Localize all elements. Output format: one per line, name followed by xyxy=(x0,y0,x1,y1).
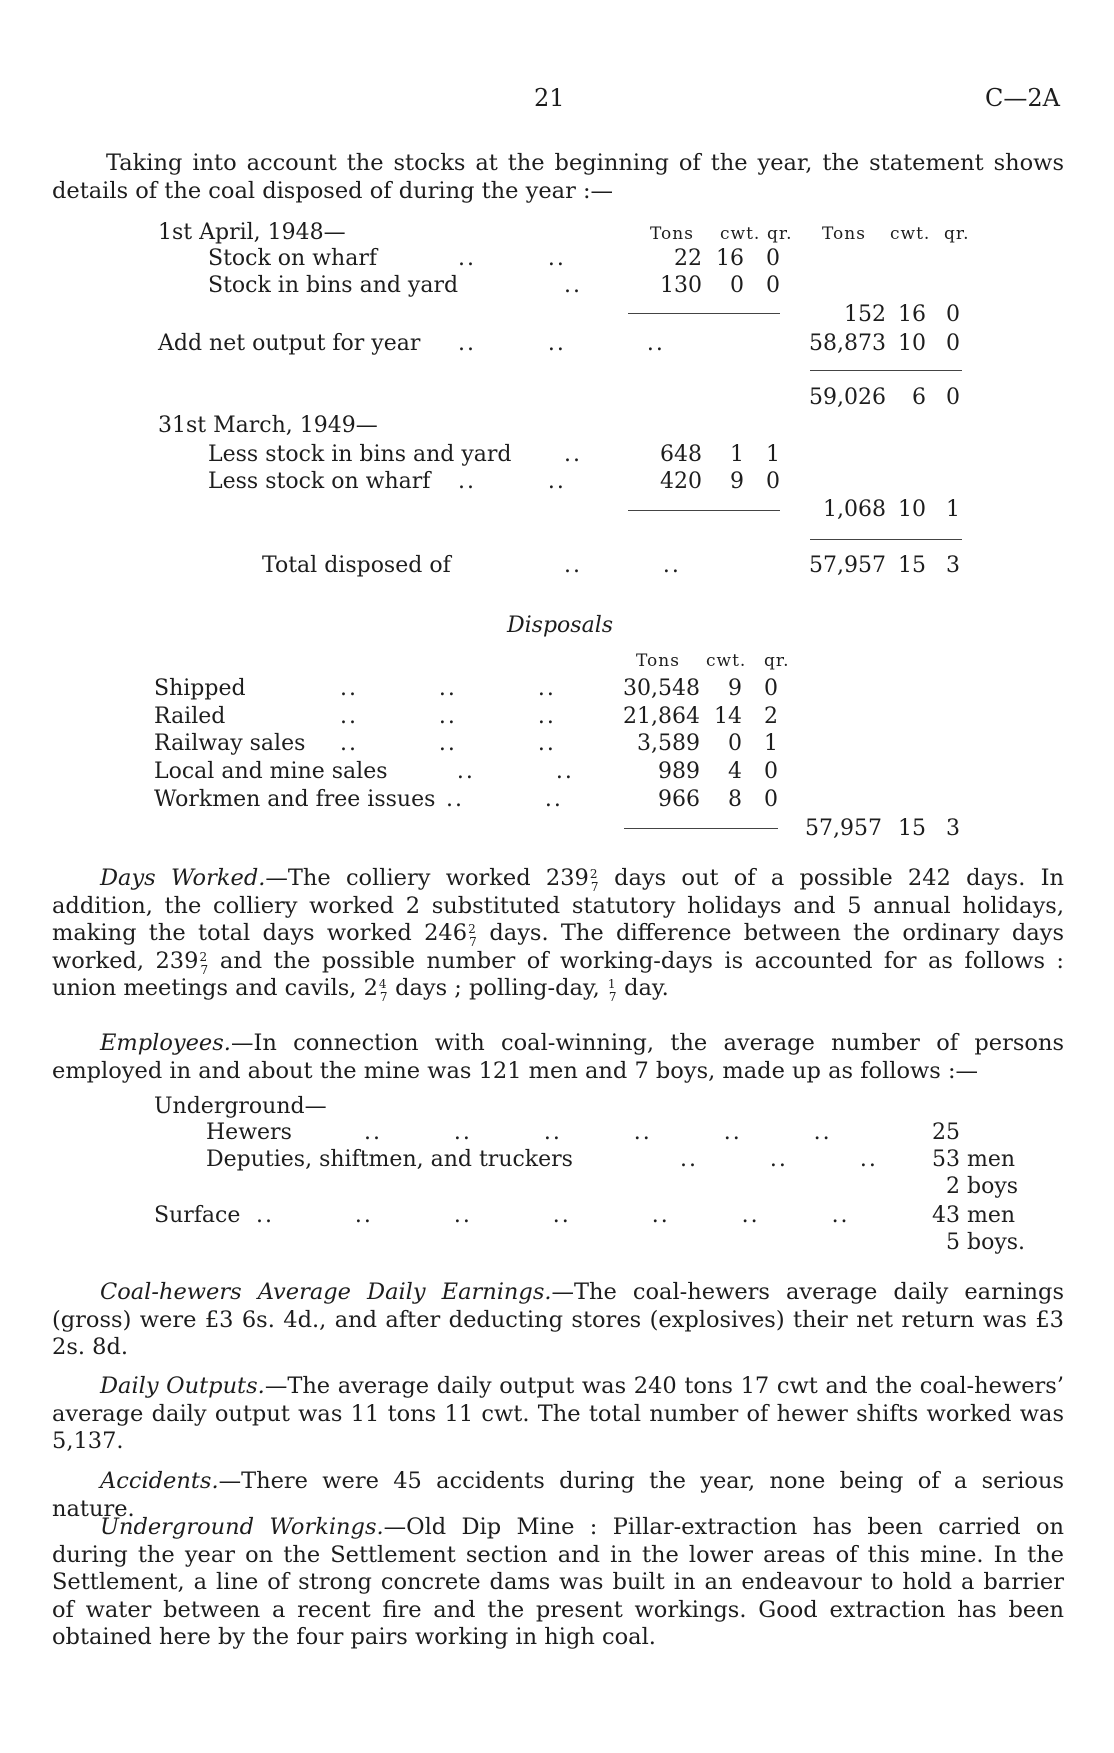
disposal-label: Local and mine sales xyxy=(154,759,388,784)
col-cwt-2: cwt. xyxy=(890,224,931,244)
disposal-tons: 989 xyxy=(658,759,700,784)
date-march-1949: 31st March, 1949— xyxy=(158,413,378,438)
fraction: 2 7 xyxy=(468,922,477,949)
disposal-qr: 1 xyxy=(764,731,778,756)
employees-paragraph: Employees.—In connection with coal-winning, the average number of persons employed in and about the mine was 121 men and 7 boys, made up as follows :— xyxy=(52,1030,1064,1084)
disposal-cwt: 8 xyxy=(728,787,742,812)
disposal-qr: 0 xyxy=(764,676,778,701)
less-wharf-label: Less stock on wharf xyxy=(208,469,431,494)
subtotal2-tons: 1,068 xyxy=(823,497,886,522)
leader-dots: .. .. .. .. .. .. xyxy=(364,1120,832,1145)
surface-men: 43 men xyxy=(932,1203,1016,1228)
leader-dots: .. .. xyxy=(564,553,681,578)
less-bins-qr: 1 xyxy=(766,442,780,467)
stock-bins-qr: 0 xyxy=(766,273,780,298)
disposal-cwt: 0 xyxy=(728,731,742,756)
subtotal1-cwt: 16 xyxy=(898,302,926,327)
fraction: 2 7 xyxy=(589,867,599,894)
hewers-value: 25 xyxy=(932,1120,960,1145)
surface-boys: 5 boys. xyxy=(946,1230,1026,1255)
net-output-tons: 58,873 xyxy=(809,331,886,356)
stock-wharf-tons: 22 xyxy=(674,246,702,271)
employees-title: Employees. xyxy=(100,1030,231,1056)
subtotal2-cwt: 10 xyxy=(898,497,926,522)
total1-qr: 0 xyxy=(946,385,960,410)
earnings-title: Coal-hewers Average Daily Earnings. xyxy=(100,1279,552,1305)
leader-dots: .. .. .. xyxy=(340,704,556,729)
less-bins-tons: 648 xyxy=(660,442,702,467)
disposal-qr: 0 xyxy=(764,759,778,784)
col-cwt-1: cwt. xyxy=(720,224,761,244)
col-tons-2: Tons xyxy=(822,224,866,244)
disposal-cwt: 4 xyxy=(728,759,742,784)
intro-paragraph: Taking into account the stocks at the beginning of the year, the statement shows details of the coal disposed of during the year :— xyxy=(52,150,1064,204)
rule xyxy=(624,828,778,829)
leader-dots: .. .. .. xyxy=(340,676,556,701)
total-disposed-tons: 57,957 xyxy=(809,553,886,578)
days-worked-paragraph: Days Worked.—The colliery worked 239 2 7 days out of a possible 242 days. In addition, the colliery worked 2 substituted statutory holidays and 5 annual holidays, making the total days worked 246 2 7 days. The difference between the ordinary days worked, 239 2 7 and the possible number of working-days is accounted for as follows : union meetings and cavils, 2 4 7 days ; polling-day, 1 7 day. xyxy=(52,865,1064,1004)
disposal-qr: 0 xyxy=(764,787,778,812)
fraction: 4 7 xyxy=(378,977,388,1004)
subtotal1-qr: 0 xyxy=(946,302,960,327)
leader-dots: .. xyxy=(564,442,582,467)
leader-dots: .. .. .. xyxy=(340,731,556,756)
less-wharf-tons: 420 xyxy=(660,469,702,494)
accidents-paragraph: Accidents.—There were 45 accidents during the year, none being of a serious nature. xyxy=(52,1468,1064,1522)
total-disposed-qr: 3 xyxy=(946,553,960,578)
less-bins-cwt: 1 xyxy=(730,442,744,467)
earnings-paragraph: Coal-hewers Average Daily Earnings.—The coal-hewers average daily earnings (gross) were £3 6s. 4d., and after deducting stores (explosives) their net return was £3 2s. 8d. xyxy=(52,1279,1064,1360)
days-worked-title: Days Worked. xyxy=(100,865,266,891)
disposals-total-cwt: 15 xyxy=(898,816,926,841)
disposal-tons: 966 xyxy=(658,787,700,812)
disposals-total-qr: 3 xyxy=(946,816,960,841)
deputies-men: 53 men xyxy=(932,1147,1016,1172)
rule xyxy=(628,510,780,511)
disposal-tons: 3,589 xyxy=(637,731,700,756)
leader-dots: .. .. .. .. .. .. .. xyxy=(256,1203,850,1228)
stock-wharf-qr: 0 xyxy=(766,246,780,271)
disposal-tons: 21,864 xyxy=(623,704,700,729)
deputies-label: Deputies, shiftmen, and truckers xyxy=(206,1147,573,1172)
page-number: 21 xyxy=(534,84,565,112)
hewers-label: Hewers xyxy=(206,1120,292,1145)
outputs-paragraph: Daily Outputs.—The average daily output was 240 tons 17 cwt and the coal-hewers’ average daily output was 11 tons 11 cwt. The total number of hewer shifts worked was 5,137. xyxy=(52,1373,1064,1454)
document-code: C—2A xyxy=(985,84,1060,112)
col-tons: Tons xyxy=(636,651,680,671)
net-output-label: Add net output for year xyxy=(158,331,421,356)
disposal-qr: 2 xyxy=(764,704,778,729)
stock-wharf-cwt: 16 xyxy=(716,246,744,271)
col-tons-1: Tons xyxy=(650,224,694,244)
col-qr-1: qr. xyxy=(767,224,793,244)
workings-title: Underground Workings. xyxy=(100,1514,384,1540)
less-wharf-cwt: 9 xyxy=(730,469,744,494)
less-bins-label: Less stock in bins and yard xyxy=(208,442,512,467)
leader-dots: .. .. xyxy=(340,759,574,784)
net-output-qr: 0 xyxy=(946,331,960,356)
total1-tons: 59,026 xyxy=(809,385,886,410)
disposal-label: Railed xyxy=(154,704,226,729)
fraction: 2 7 xyxy=(199,949,209,977)
disposal-label: Railway sales xyxy=(154,731,306,756)
leader-dots: .. .. xyxy=(458,246,566,271)
rule xyxy=(810,539,962,540)
fraction: 1 7 xyxy=(607,977,617,1004)
underground-label: Underground— xyxy=(154,1094,327,1119)
disposal-tons: 30,548 xyxy=(623,676,700,701)
less-wharf-qr: 0 xyxy=(766,469,780,494)
date-april-1948: 1st April, 1948— xyxy=(158,220,346,245)
total1-cwt: 6 xyxy=(912,385,926,410)
total-disposed-label: Total disposed of xyxy=(262,553,451,578)
stock-bins-tons: 130 xyxy=(660,273,702,298)
disposal-label: Workmen and free issues xyxy=(154,787,436,812)
rule xyxy=(810,370,962,371)
stock-wharf-label: Stock on wharf xyxy=(208,246,377,271)
leader-dots: .. .. .. xyxy=(458,331,665,356)
disposals-heading: Disposals xyxy=(507,613,614,638)
disposal-label: Shipped xyxy=(154,676,246,701)
net-output-cwt: 10 xyxy=(898,331,926,356)
stock-bins-cwt: 0 xyxy=(730,273,744,298)
outputs-title: Daily Outputs. xyxy=(100,1373,265,1399)
workings-paragraph: Underground Workings.—Old Dip Mine : Pillar-extraction has been carried on during the year on the Settlement section and in the lower areas of this mine. In the Settlement, a line of strong concrete dams was built in an endeavour to hold a barrier of water between a recent fire and the present workings. Good extraction has been obtained here by the four pairs working in high coal. xyxy=(52,1514,1064,1650)
rule xyxy=(628,313,780,314)
leader-dots: .. .. .. xyxy=(680,1147,878,1172)
deputies-boys: 2 boys xyxy=(946,1174,1019,1199)
subtotal2-qr: 1 xyxy=(946,497,960,522)
surface-label: Surface xyxy=(154,1203,241,1228)
total-disposed-cwt: 15 xyxy=(898,553,926,578)
accidents-title: Accidents. xyxy=(100,1468,219,1494)
subtotal1-tons: 152 xyxy=(844,302,886,327)
leader-dots: .. .. xyxy=(458,469,566,494)
disposal-cwt: 14 xyxy=(714,704,742,729)
disposals-total-tons: 57,957 xyxy=(805,816,882,841)
leader-dots: .. .. xyxy=(446,787,563,812)
col-qr-2: qr. xyxy=(944,224,970,244)
leader-dots: .. xyxy=(564,273,582,298)
stock-bins-label: Stock in bins and yard xyxy=(208,273,459,298)
col-cwt: cwt. xyxy=(706,651,747,671)
col-qr: qr. xyxy=(764,651,790,671)
disposal-cwt: 9 xyxy=(728,676,742,701)
